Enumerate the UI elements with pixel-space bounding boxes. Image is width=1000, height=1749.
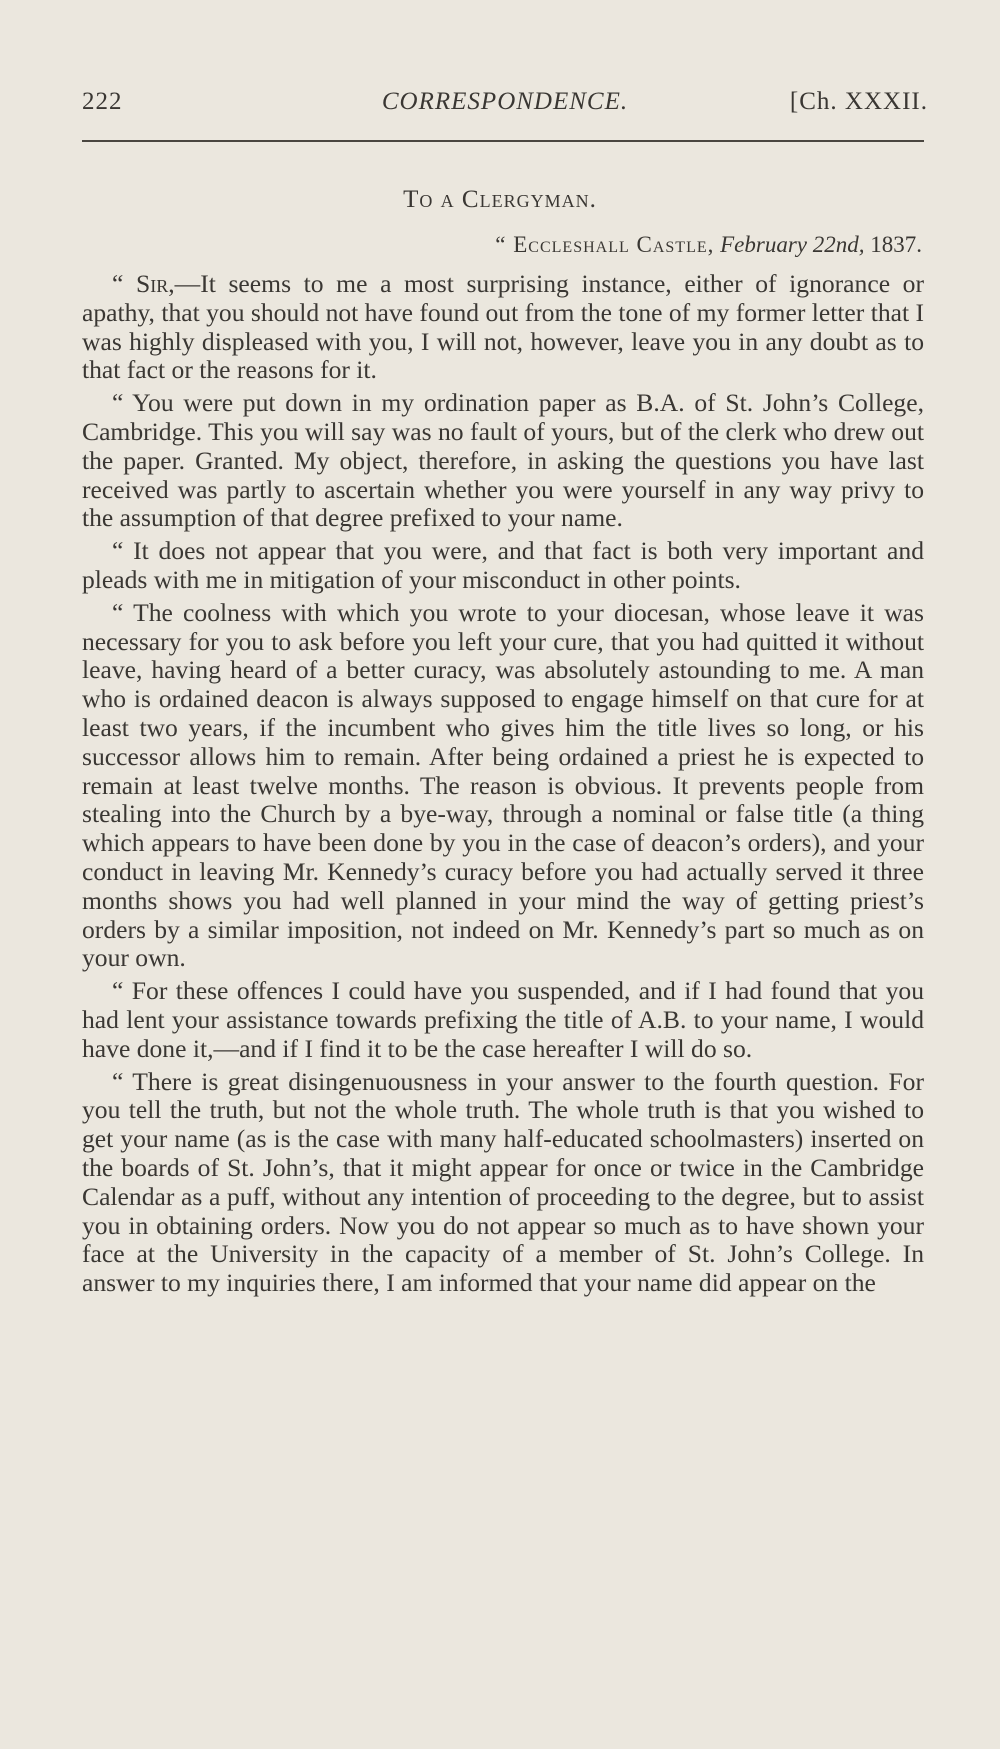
letter-title: To a Clergyman. — [403, 186, 597, 213]
paragraph: “ The coolness with which you wrote to your diocesan, whose leave it was necessary for you to ask before you left your cure, that you had quitted it without leave, having heard of a better curacy, was absolutely astounding to me. A man who is ordained deacon is always supposed to engage himself on that cure for at least two years, if the incumbent who gives him the title lives so long, or his successor allows him to remain. After being ordained a priest he is expected to remain at least twelve months. The reason is obvious. It prevents people from stealing into the Church by a bye-way, through a nominal or false title (a thing which appears to have been done by you in the case of deacon’s orders), and your conduct in leaving Mr. Kennedy’s curacy before you had actually served it three months shows you had well planned in your mind the way of getting priest’s orders by a similar imposition, not indeed on Mr. Kennedy’s part so much as on your own. — [82, 597, 924, 973]
header-rule — [82, 140, 924, 142]
page-number: 222 — [82, 88, 123, 115]
letter-dateline — [495, 232, 922, 258]
paragraph-text: —It seems to me a most surprising instance, either of ignorance or apathy, that you should not have found out from the tone of my former letter that I was highly displeased with you, I will not, however, leave you in any doubt as to that fact or the reasons for it. — [82, 269, 925, 385]
salutation: “ Sir, — [112, 269, 175, 298]
dateline-place: “ Eccleshall Castle, — [495, 232, 715, 257]
running-title: CORRESPONDENCE. — [381, 88, 629, 115]
dateline-date: February 22nd, — [720, 232, 865, 257]
chapter-reference: [Ch. XXXII. — [789, 88, 928, 115]
dateline-year: 1837. — [870, 232, 922, 257]
paragraph: “ For these offences I could have you suspended, and if I had found that you had lent your assistance towards prefixing the title of A.B. to your name, I would have done it,—and if I find it to be the case hereafter I will do so. — [82, 976, 924, 1063]
paragraph: “ There is great disingenuousness in your answer to the fourth question. For you tell the truth, but not the whole truth. The whole truth is that you wished to get your name (as is the case with many half-educated schoolmasters) inserted on the boards of St. John’s, that it might appear for once or twice in the Cambridge Calendar as a puff, without any intention of proceeding to the degree, but to assist you in obtaining orders. Now you do not appear so much as to have shown your face at the University in the capacity of a member of St. John’s College. In answer to my inquiries there, I am informed that your name did appear on the — [82, 1066, 924, 1298]
paragraph: “ It does not appear that you were, and that fact is both very important and pleads with me in mitigation of your misconduct in other points. — [82, 536, 924, 594]
letter-body — [82, 270, 924, 1302]
paragraph: “ You were put down in my ordination paper as B.A. of St. John’s College, Cambridge. This you will say was no fault of yours, but of the clerk who drew out the paper. Granted. My object, therefore, in asking the questions you have last received was partly to ascertain whether you were yourself in any way privy to the assumption of that degree prefixed to your name. — [82, 388, 924, 533]
page-header — [82, 88, 928, 128]
paragraph — [82, 270, 924, 385]
